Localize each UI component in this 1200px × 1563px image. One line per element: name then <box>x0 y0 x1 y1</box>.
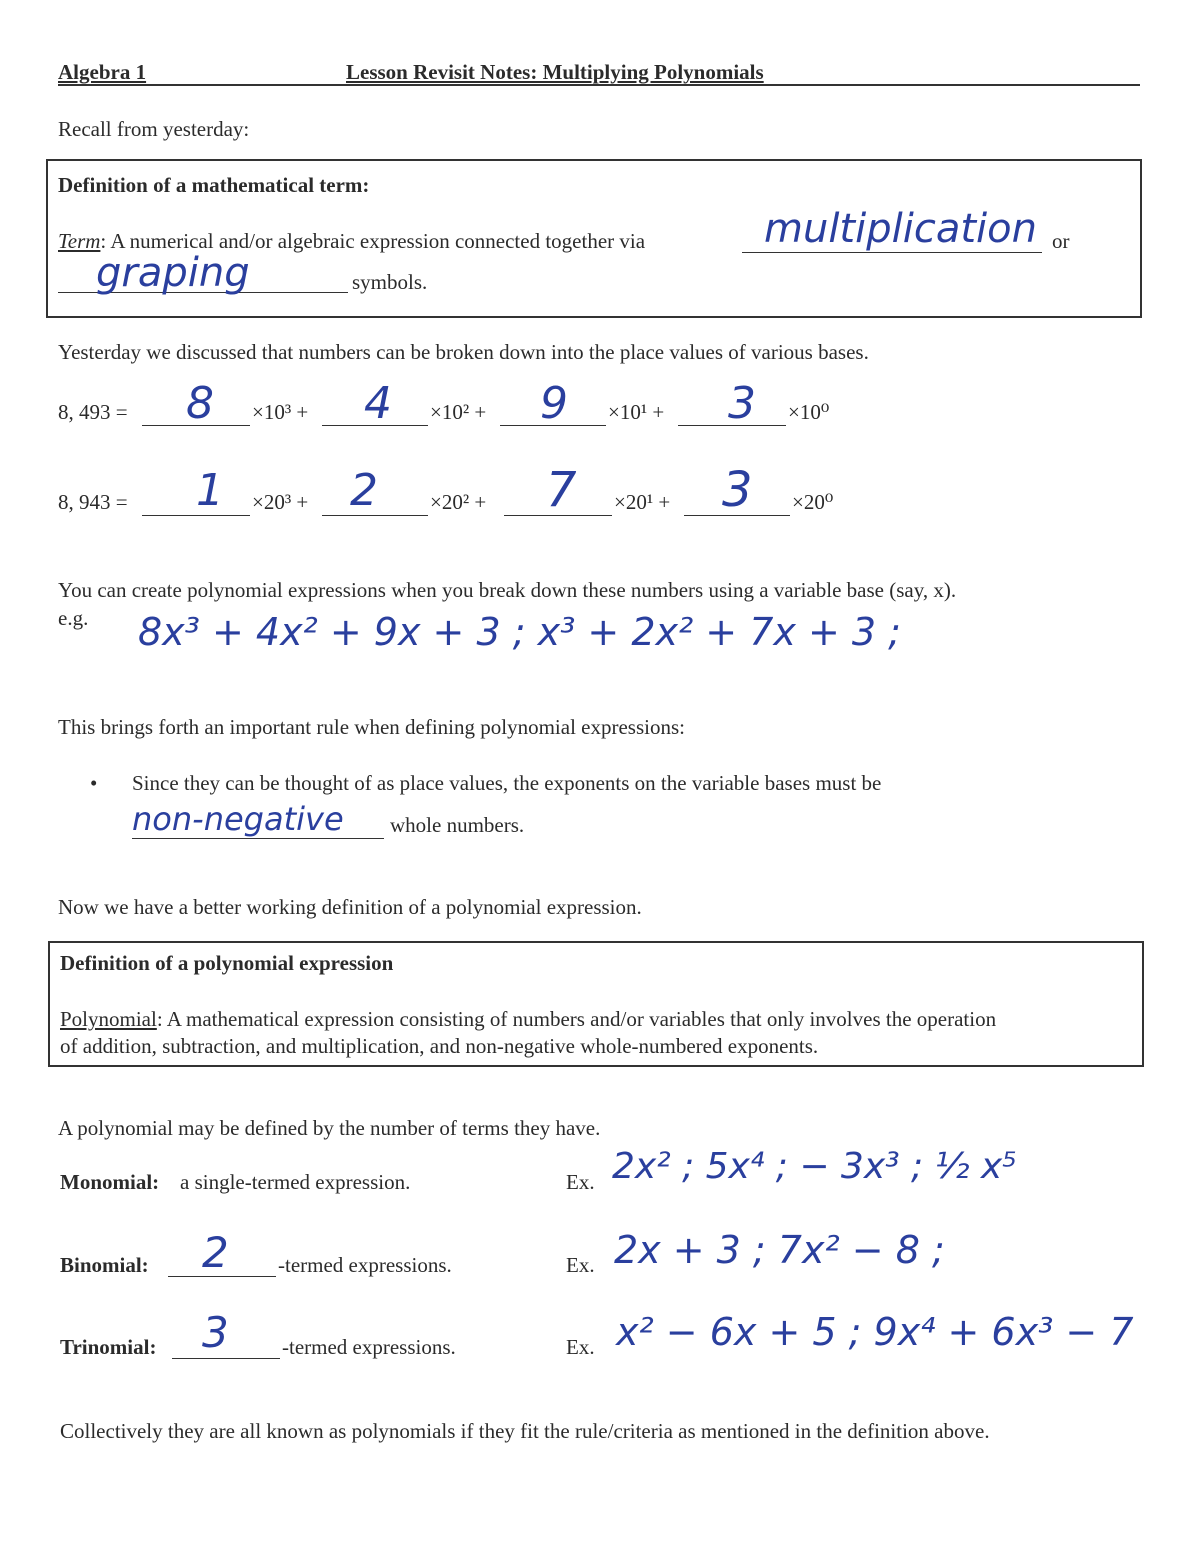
polynomial-label: Polynomial <box>60 1007 157 1031</box>
handwritten-answer-grouping: graping <box>96 250 250 296</box>
term-label: Term <box>58 229 101 253</box>
binomial-ex-label: Ex. <box>566 1253 595 1277</box>
trinomial-ex-label: Ex. <box>566 1335 595 1359</box>
handwritten-digit: 2 <box>350 465 378 516</box>
closing-text: Collectively they are all known as polynomials if they fit the rule/criteria as mentioned in the definition above. <box>60 1419 990 1443</box>
page-title: Lesson Revisit Notes: Multiplying Polynomials <box>346 60 764 84</box>
handwritten-binomial-answer: 2 <box>202 1228 229 1277</box>
binomial-text: -termed expressions. <box>278 1253 452 1277</box>
polynomial-intro: You can create polynomial expressions when you break down these numbers using a variable base (say, x). <box>58 578 957 602</box>
place-factor: ×20³ + <box>252 490 309 514</box>
number-8493: 8, 493 = <box>58 400 128 424</box>
trinomial-text: -termed expressions. <box>282 1335 456 1359</box>
binomial-label: Binomial: <box>60 1253 149 1277</box>
recall-text: Recall from yesterday: <box>58 117 250 141</box>
handwritten-trinomial-answer: 3 <box>202 1308 229 1357</box>
rule-bullet-end: whole numbers. <box>390 813 525 837</box>
term-box-heading: Definition of a mathematical term: <box>58 173 370 197</box>
place-factor: ×10¹ + <box>608 400 665 424</box>
number-8943: 8, 943 = <box>58 490 128 514</box>
better-definition-text: Now we have a better working definition of a polynomial expression. <box>58 895 642 919</box>
classification-intro: A polynomial may be defined by the number of terms they have. <box>58 1116 601 1140</box>
term-or: or <box>1052 229 1070 253</box>
poly-definition-line2: of addition, subtraction, and multiplication, and non-negative whole-numbered exponents. <box>60 1034 819 1058</box>
place-factor: ×10² + <box>430 400 487 424</box>
handwritten-digit: 7 <box>546 462 577 518</box>
handwritten-non-negative: non-negative <box>132 800 344 838</box>
monomial-label: Monomial: <box>60 1170 160 1194</box>
handwritten-digit: 3 <box>728 378 756 429</box>
place-factor: ×10⁰ <box>788 400 830 424</box>
course-name: Algebra 1 <box>58 60 147 84</box>
handwritten-digit: 4 <box>364 378 392 429</box>
eg-label: e.g. <box>58 606 89 630</box>
poly-box-heading: Definition of a polynomial expression <box>60 951 394 975</box>
place-factor: ×20² + <box>430 490 487 514</box>
handwritten-digit: 1 <box>196 465 224 516</box>
place-factor: ×10³ + <box>252 400 309 424</box>
header-rule <box>58 84 1140 86</box>
answer-blank <box>172 1358 280 1359</box>
handwritten-examples: 8x³ + 4x² + 9x + 3 ; x³ + 2x² + 7x + 3 ; <box>138 610 901 654</box>
monomial-ex-label: Ex. <box>566 1170 595 1194</box>
place-values-intro: Yesterday we discussed that numbers can be broken down into the place values of various bases. <box>58 340 869 364</box>
handwritten-digit: 9 <box>540 378 568 429</box>
handwritten-monomial-examples: 2x² ; 5x⁴ ; − 3x³ ; ½ x⁵ <box>612 1146 1017 1187</box>
handwritten-digit: 3 <box>722 462 753 518</box>
answer-blank <box>132 838 384 839</box>
trinomial-label: Trinomial: <box>60 1335 157 1359</box>
poly-definition-line1 <box>60 1007 996 1032</box>
monomial-text: a single-termed expression. <box>180 1170 411 1194</box>
place-factor: ×20⁰ <box>792 490 834 514</box>
place-factor: ×20¹ + <box>614 490 671 514</box>
term-sentence: : A numerical and/or algebraic expression connected together via <box>100 229 646 253</box>
handwritten-answer-multiplication: multiplication <box>764 206 1037 252</box>
rule-bullet-text: Since they can be thought of as place values, the exponents on the variable bases must be <box>132 771 882 795</box>
handwritten-trinomial-examples: x² − 6x + 5 ; 9x⁴ + 6x³ − 7 <box>616 1310 1134 1354</box>
poly-definition-text: : A mathematical expression consisting of numbers and/or variables that only involves the operation <box>156 1007 997 1031</box>
rule-intro: This brings forth an important rule when defining polynomial expressions: <box>58 715 685 739</box>
answer-blank <box>742 252 1042 253</box>
bullet-icon: • <box>90 771 98 795</box>
handwritten-binomial-examples: 2x + 3 ; 7x² − 8 ; <box>614 1228 945 1272</box>
term-symbols: symbols. <box>352 270 428 294</box>
handwritten-digit: 8 <box>186 378 214 429</box>
